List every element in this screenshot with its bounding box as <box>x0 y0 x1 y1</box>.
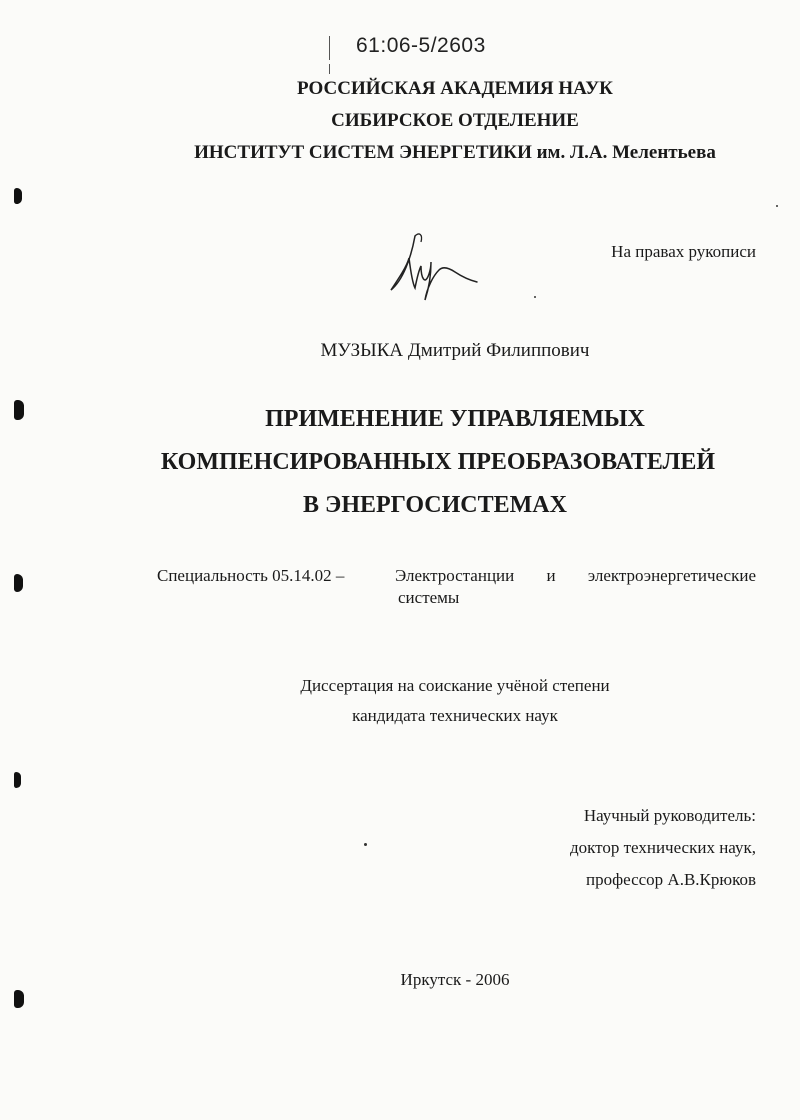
binder-mark <box>14 990 24 1008</box>
title-line-3: В ЭНЕРГОСИСТЕМАХ <box>303 492 567 518</box>
supervisor-degree: доктор технических наук, <box>569 838 756 857</box>
binder-mark <box>14 772 21 788</box>
dissertation-line-1: Диссертация на соискание учёной степени <box>300 676 610 695</box>
binder-mark <box>14 188 22 204</box>
stamp-divider-lower <box>329 64 330 74</box>
supervisor-label: Научный руководитель: <box>583 806 756 825</box>
archive-code: 61:06-5/2603 <box>356 34 486 57</box>
stamp-divider <box>329 36 330 60</box>
title-line-1: ПРИМЕНЕНИЕ УПРАВЛЯЕМЫХ <box>265 406 645 432</box>
scan-speck <box>534 296 536 298</box>
specialty-name-cont: системы <box>398 588 460 607</box>
binder-mark <box>14 400 24 420</box>
city-year: Иркутск - 2006 <box>400 970 510 989</box>
binder-mark <box>14 574 23 592</box>
specialty-label: Специальность 05.14.02 – <box>157 566 345 585</box>
scan-speck <box>776 205 778 207</box>
specialty-name: Электростанции и электроэнергетические <box>395 566 756 585</box>
supervisor-name: профессор А.В.Крюков <box>586 870 756 889</box>
author-name: МУЗЫКА Дмитрий Филиппович <box>320 340 590 361</box>
header-branch: СИБИРСКОЕ ОТДЕЛЕНИЕ <box>331 110 579 131</box>
scan-speck <box>364 843 367 846</box>
header-academy: РОССИЙСКАЯ АКАДЕМИЯ НАУК <box>297 78 613 99</box>
author-signature <box>385 228 485 308</box>
rights-note: На правах рукописи <box>611 242 756 261</box>
header-institute: ИНСТИТУТ СИСТЕМ ЭНЕРГЕТИКИ им. Л.А. Мелентьева <box>194 142 716 163</box>
title-line-2: КОМПЕНСИРОВАННЫХ ПРЕОБРАЗОВАТЕЛЕЙ <box>160 449 716 475</box>
dissertation-line-2: кандидата технических наук <box>352 706 558 725</box>
